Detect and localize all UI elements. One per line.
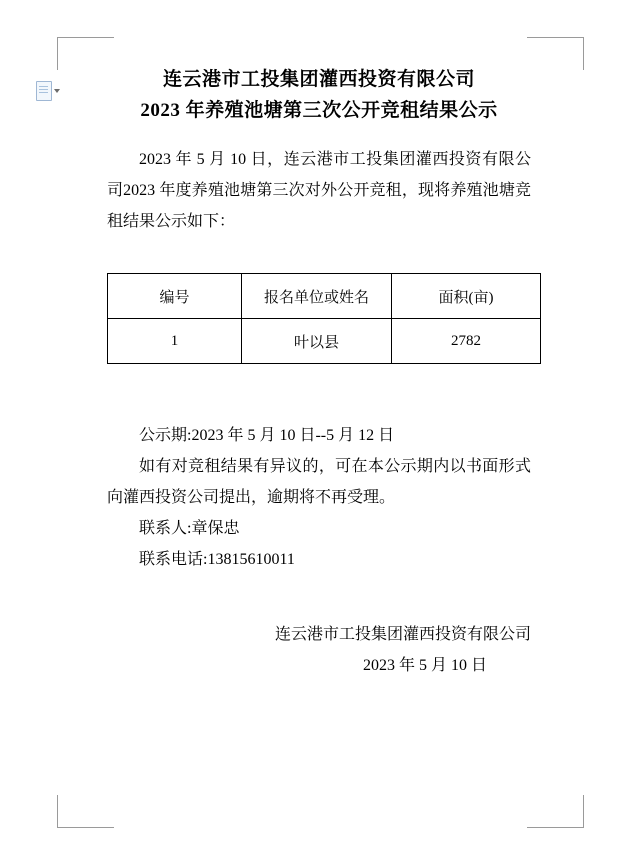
table-header-name: 报名单位或姓名 xyxy=(242,274,392,319)
contact-person-text: 联系人:章保忠 xyxy=(139,520,240,537)
document-sheet-icon xyxy=(36,81,52,101)
bid-result-table xyxy=(107,273,541,364)
document-icon[interactable] xyxy=(36,80,62,102)
signature-block xyxy=(107,619,531,681)
table-header-row xyxy=(108,274,541,319)
notice-period-text: 公示期:2023 年 5 月 10 日--5 月 12 日 xyxy=(139,427,395,444)
crop-mark-top-right xyxy=(527,37,584,70)
document-body xyxy=(107,64,531,681)
crop-mark-bottom-left xyxy=(57,795,114,828)
table-header-no: 编号 xyxy=(108,274,242,319)
table-cell-no: 1 xyxy=(108,319,242,364)
table-header-area: 面积(亩) xyxy=(392,274,541,319)
page-title-line-1: 连云港市工投集团灌西投资有限公司 xyxy=(162,69,475,90)
signature-date: 2023 年 5 月 10 日 xyxy=(362,657,487,674)
table-cell-name: 叶以县 xyxy=(242,319,392,364)
contact-phone-text: 联系电话:13815610011 xyxy=(139,551,295,568)
page-title-line-2: 2023 年养殖池塘第三次公开竞租结果公示 xyxy=(140,100,498,121)
crop-mark-top-left xyxy=(57,37,114,70)
chevron-down-icon[interactable] xyxy=(54,89,60,93)
table-cell-area: 2782 xyxy=(392,319,541,364)
intro-paragraph: 2023 年 5 月 10 日，连云港市工投集团灌西投资有限公司2023 年度养殖池塘第三次对外公开竞租，现将养殖池塘竞租结果公示如下： xyxy=(107,151,531,230)
objection-paragraph: 如有对竞租结果有异议的，可在本公示期内以书面形式向灌西投资公司提出，逾期将不再受理。 xyxy=(107,458,531,506)
signature-organization: 连云港市工投集团灌西投资有限公司 xyxy=(274,626,531,643)
table-row xyxy=(108,319,541,364)
crop-mark-bottom-right xyxy=(527,795,584,828)
